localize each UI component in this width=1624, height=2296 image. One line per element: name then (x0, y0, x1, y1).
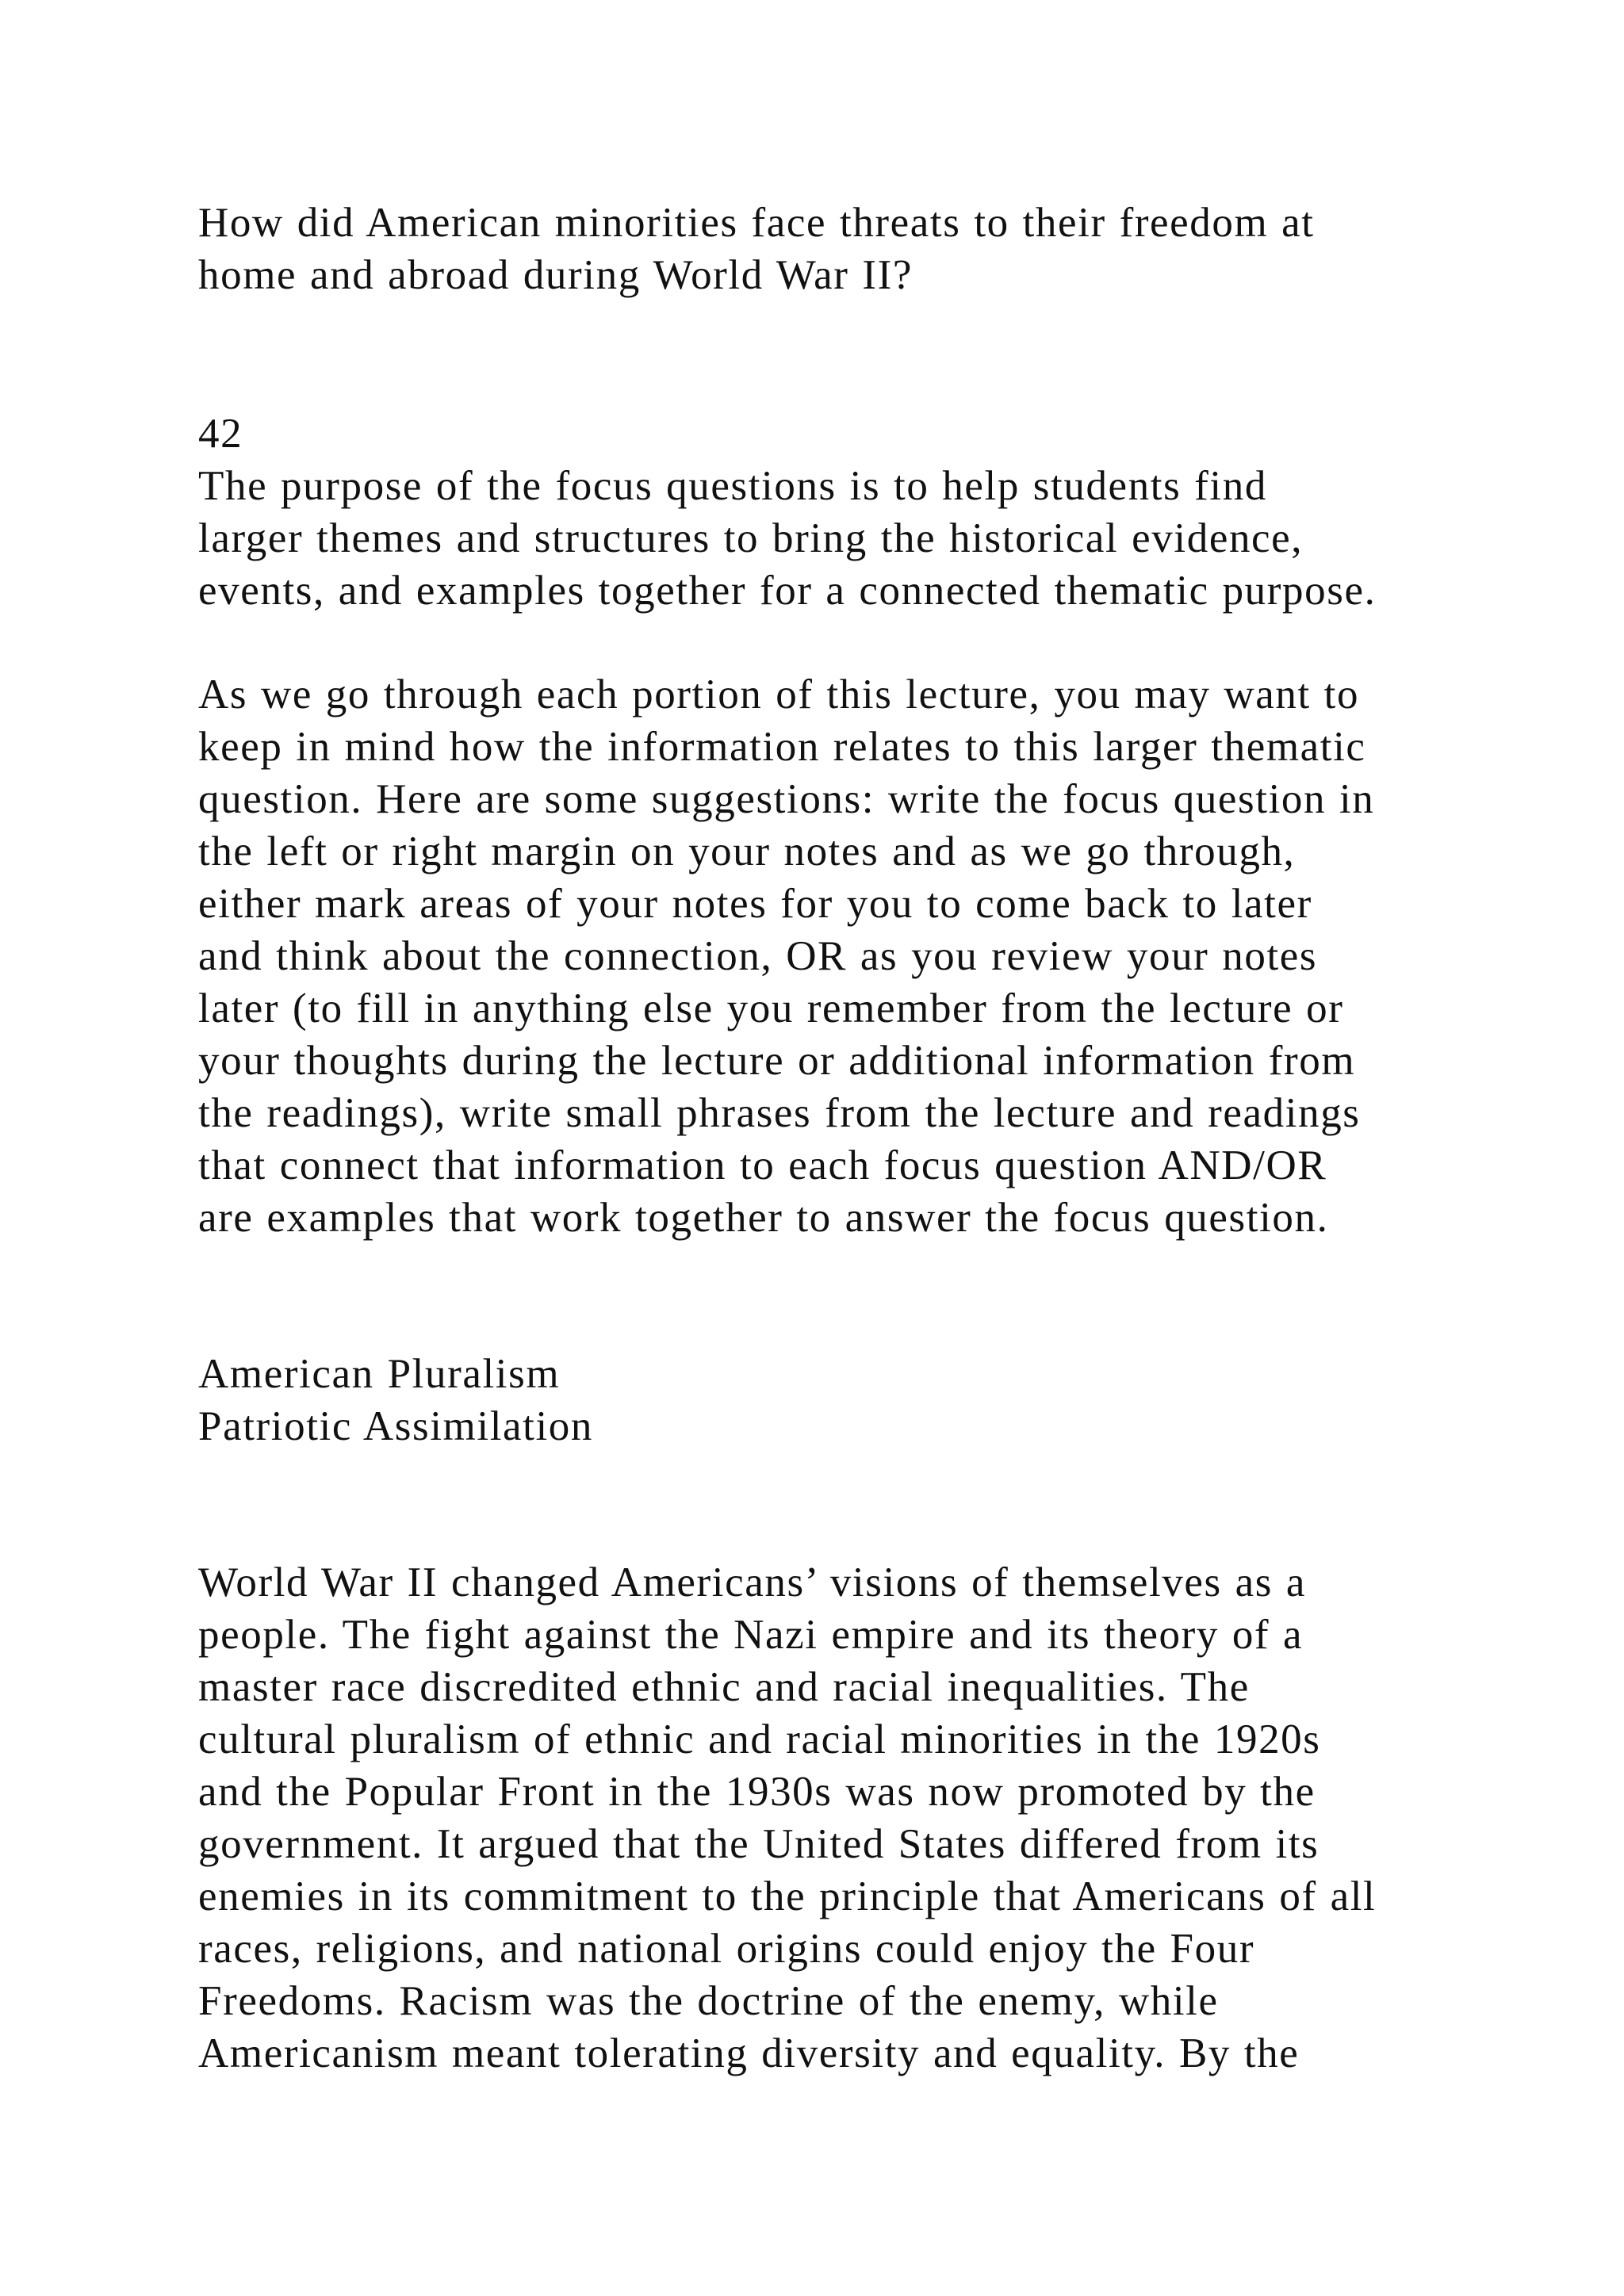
body-paragraph-line-1: World War II changed Americans’ visions of themselves as a (198, 1559, 1306, 1605)
body-paragraph-line-10: Americanism meant tolerating diversity and equality. By the (198, 2030, 1300, 2076)
suggestions-paragraph-line-9: the readings), write small phrases from the lecture and readings (198, 1090, 1361, 1136)
body-paragraph-line-7: enemies in its commitment to the principle that Americans of all (198, 1873, 1377, 1919)
body-paragraph-line-5: and the Popular Front in the 1930s was now promoted by the (198, 1769, 1316, 1815)
body-paragraph-line-8: races, religions, and national origins could enjoy the Four (198, 1926, 1255, 1972)
suggestions-paragraph-line-11: are examples that work together to answer the focus question. (198, 1195, 1329, 1241)
body-paragraph-line-2: people. The fight against the Nazi empire and its theory of a (198, 1612, 1304, 1658)
suggestions-paragraph-line-4: the left or right margin on your notes and as we go through, (198, 828, 1296, 874)
suggestions-paragraph-line-6: and think about the connection, OR as you review your notes (198, 933, 1318, 979)
suggestions-paragraph-line-7: later (to fill in anything else you remember from the lecture or (198, 985, 1344, 1031)
purpose-paragraph-line-3: events, and examples together for a connected thematic purpose. (198, 568, 1377, 614)
suggestions-paragraph-line-10: that connect that information to each focus question AND/OR (198, 1142, 1327, 1188)
suggestions-paragraph-line-2: keep in mind how the information relates to this larger thematic (198, 724, 1366, 770)
suggestions-paragraph-line-3: question. Here are some suggestions: write the focus question in (198, 776, 1375, 822)
suggestions-paragraph-line-1: As we go through each portion of this lecture, you may want to (198, 672, 1360, 718)
body-paragraph-line-3: master race discredited ethnic and racial inequalities. The (198, 1664, 1250, 1710)
body-paragraph-line-9: Freedoms. Racism was the doctrine of the enemy, while (198, 1978, 1219, 2024)
page-number: 42 (198, 411, 243, 457)
suggestions-paragraph-line-8: your thoughts during the lecture or additional information from (198, 1038, 1356, 1084)
body-paragraph-line-4: cultural pluralism of ethnic and racial minorities in the 1920s (198, 1716, 1321, 1762)
suggestions-paragraph-line-5: either mark areas of your notes for you to come back to later (198, 881, 1312, 927)
body-paragraph-line-6: government. It argued that the United States differed from its (198, 1821, 1320, 1867)
heading-patriotic-assimilation: Patriotic Assimilation (198, 1403, 593, 1449)
purpose-paragraph-line-2: larger themes and structures to bring the historical evidence, (198, 515, 1304, 561)
heading-american-pluralism: American Pluralism (198, 1351, 561, 1397)
purpose-paragraph-line-1: The purpose of the focus questions is to help students find (198, 463, 1267, 509)
focus-question-line-2: home and abroad during World War II? (198, 252, 913, 298)
focus-question-line-1: How did American minorities face threats to their freedom at (198, 200, 1315, 246)
